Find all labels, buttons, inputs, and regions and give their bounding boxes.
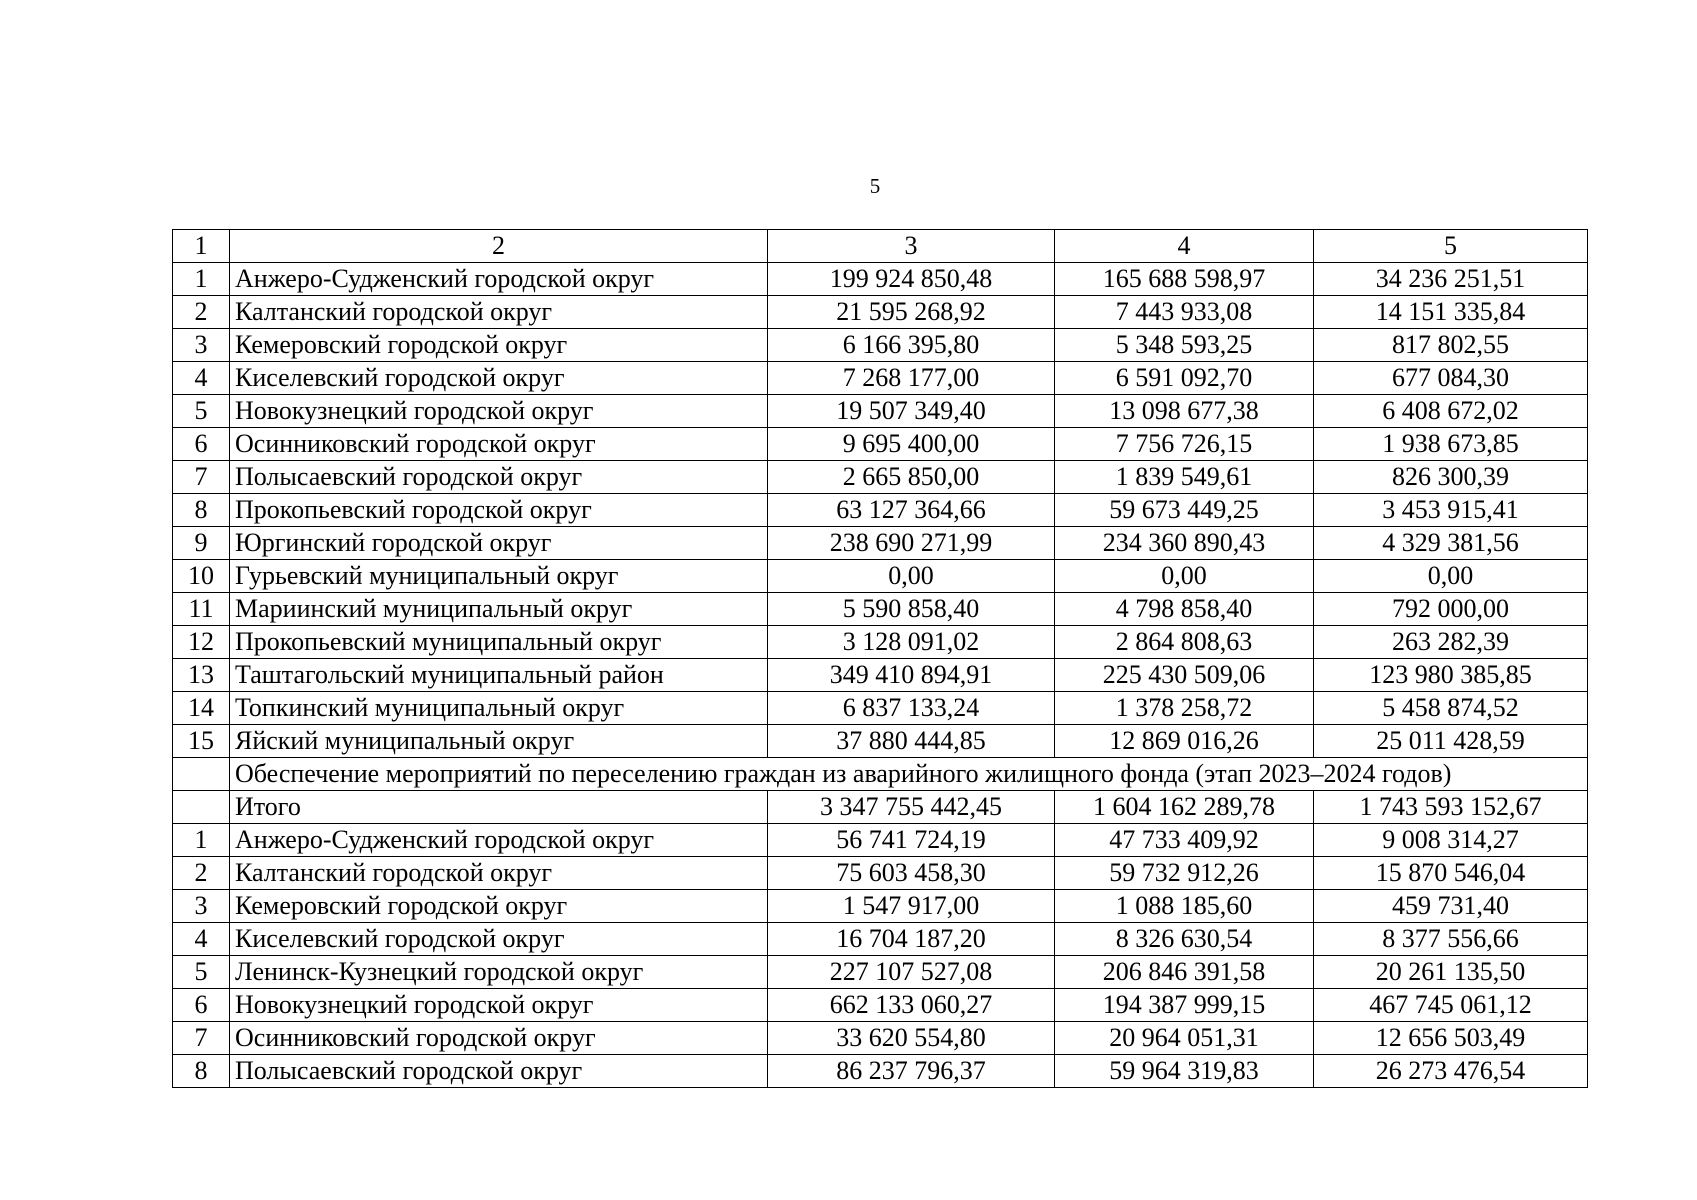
table-row <box>173 824 1588 857</box>
municipality-name-cell: Кемеровский городской округ <box>230 329 768 362</box>
value-cell-col4: 234 360 890,43 <box>1055 527 1314 560</box>
municipality-name-cell: Ленинск-Кузнецкий городской округ <box>230 956 768 989</box>
section-header-row <box>173 758 1588 791</box>
empty-number-cell <box>173 758 230 791</box>
value-cell-col4: 5 348 593,25 <box>1055 329 1314 362</box>
value-cell-col3: 21 595 268,92 <box>768 296 1055 329</box>
empty-number-cell <box>173 791 230 824</box>
value-cell-col4: 59 732 912,26 <box>1055 857 1314 890</box>
table-row <box>173 461 1588 494</box>
row-number-cell: 5 <box>173 956 230 989</box>
value-cell-col3: 1 547 917,00 <box>768 890 1055 923</box>
value-cell-col4: 8 326 630,54 <box>1055 923 1314 956</box>
value-cell-col4: 1 839 549,61 <box>1055 461 1314 494</box>
municipality-name-cell: Кемеровский городской округ <box>230 890 768 923</box>
municipality-name-cell: Прокопьевский муниципальный округ <box>230 626 768 659</box>
municipality-name-cell: Анжеро-Судженский городской округ <box>230 824 768 857</box>
value-cell-col4: 1 378 258,72 <box>1055 692 1314 725</box>
value-cell-col5: 4 329 381,56 <box>1314 527 1588 560</box>
value-cell-col5: 826 300,39 <box>1314 461 1588 494</box>
value-cell-col3: 6 837 133,24 <box>768 692 1055 725</box>
value-cell-col5: 263 282,39 <box>1314 626 1588 659</box>
column-number-cell: 1 <box>173 230 230 263</box>
value-cell-col4: 2 864 808,63 <box>1055 626 1314 659</box>
value-cell-col5: 8 377 556,66 <box>1314 923 1588 956</box>
row-number-cell: 4 <box>173 923 230 956</box>
value-cell-col3: 6 166 395,80 <box>768 329 1055 362</box>
column-number-row <box>173 230 1588 263</box>
table-row <box>173 725 1588 758</box>
municipality-name-cell: Топкинский муниципальный округ <box>230 692 768 725</box>
row-number-cell: 12 <box>173 626 230 659</box>
municipality-name-cell: Калтанский городской округ <box>230 857 768 890</box>
value-cell-col3: 0,00 <box>768 560 1055 593</box>
table-row <box>173 494 1588 527</box>
value-cell-col5: 9 008 314,27 <box>1314 824 1588 857</box>
column-number-cell: 5 <box>1314 230 1588 263</box>
row-number-cell: 4 <box>173 362 230 395</box>
row-number-cell: 3 <box>173 329 230 362</box>
value-cell-col5: 15 870 546,04 <box>1314 857 1588 890</box>
table-row <box>173 923 1588 956</box>
value-cell-col4: 12 869 016,26 <box>1055 725 1314 758</box>
value-cell-col4: 1 088 185,60 <box>1055 890 1314 923</box>
value-cell-col3: 63 127 364,66 <box>768 494 1055 527</box>
value-cell-col4: 59 964 319,83 <box>1055 1055 1314 1088</box>
column-number-cell: 4 <box>1055 230 1314 263</box>
value-cell-col4: 47 733 409,92 <box>1055 824 1314 857</box>
row-number-cell: 1 <box>173 263 230 296</box>
row-number-cell: 8 <box>173 1055 230 1088</box>
row-number-cell: 15 <box>173 725 230 758</box>
row-number-cell: 6 <box>173 428 230 461</box>
value-cell-col5: 123 980 385,85 <box>1314 659 1588 692</box>
municipality-name-cell: Прокопьевский городской округ <box>230 494 768 527</box>
table-row <box>173 659 1588 692</box>
row-number-cell: 6 <box>173 989 230 1022</box>
value-cell-col3: 349 410 894,91 <box>768 659 1055 692</box>
municipality-name-cell: Мариинский муниципальный округ <box>230 593 768 626</box>
table-row <box>173 989 1588 1022</box>
value-cell-col5: 5 458 874,52 <box>1314 692 1588 725</box>
value-cell-col3: 86 237 796,37 <box>768 1055 1055 1088</box>
row-number-cell: 13 <box>173 659 230 692</box>
column-number-cell: 3 <box>768 230 1055 263</box>
municipality-name-cell: Новокузнецкий городской округ <box>230 989 768 1022</box>
table-row <box>173 1055 1588 1088</box>
row-number-cell: 2 <box>173 857 230 890</box>
table-row <box>173 692 1588 725</box>
value-cell-col3: 662 133 060,27 <box>768 989 1055 1022</box>
value-cell-col4: 13 098 677,38 <box>1055 395 1314 428</box>
value-cell-col5: 792 000,00 <box>1314 593 1588 626</box>
value-cell-col4: 59 673 449,25 <box>1055 494 1314 527</box>
municipality-name-cell: Киселевский городской округ <box>230 923 768 956</box>
value-cell-col5: 25 011 428,59 <box>1314 725 1588 758</box>
table-row <box>173 362 1588 395</box>
table-row <box>173 1022 1588 1055</box>
municipality-name-cell: Полысаевский городской округ <box>230 461 768 494</box>
municipality-name-cell: Калтанский городской округ <box>230 296 768 329</box>
table-row <box>173 956 1588 989</box>
table-row <box>173 593 1588 626</box>
municipality-name-cell: Юргинский городской округ <box>230 527 768 560</box>
total-value-col3: 3 347 755 442,45 <box>768 791 1055 824</box>
municipality-name-cell: Гурьевский муниципальный округ <box>230 560 768 593</box>
value-cell-col3: 33 620 554,80 <box>768 1022 1055 1055</box>
value-cell-col4: 7 756 726,15 <box>1055 428 1314 461</box>
municipality-name-cell: Киселевский городской округ <box>230 362 768 395</box>
value-cell-col3: 2 665 850,00 <box>768 461 1055 494</box>
row-number-cell: 11 <box>173 593 230 626</box>
row-number-cell: 9 <box>173 527 230 560</box>
table-body <box>173 230 1588 1088</box>
value-cell-col4: 7 443 933,08 <box>1055 296 1314 329</box>
allocation-table <box>172 229 1588 1088</box>
value-cell-col4: 225 430 509,06 <box>1055 659 1314 692</box>
table-row <box>173 395 1588 428</box>
row-number-cell: 14 <box>173 692 230 725</box>
table-row <box>173 296 1588 329</box>
value-cell-col3: 75 603 458,30 <box>768 857 1055 890</box>
value-cell-col3: 19 507 349,40 <box>768 395 1055 428</box>
row-number-cell: 7 <box>173 1022 230 1055</box>
value-cell-col5: 6 408 672,02 <box>1314 395 1588 428</box>
value-cell-col5: 677 084,30 <box>1314 362 1588 395</box>
column-number-cell: 2 <box>230 230 768 263</box>
value-cell-col4: 6 591 092,70 <box>1055 362 1314 395</box>
value-cell-col3: 3 128 091,02 <box>768 626 1055 659</box>
row-number-cell: 2 <box>173 296 230 329</box>
municipality-name-cell: Анжеро-Судженский городской округ <box>230 263 768 296</box>
value-cell-col5: 459 731,40 <box>1314 890 1588 923</box>
value-cell-col3: 5 590 858,40 <box>768 593 1055 626</box>
municipality-name-cell: Таштагольский муниципальный район <box>230 659 768 692</box>
value-cell-col5: 467 745 061,12 <box>1314 989 1588 1022</box>
municipality-name-cell: Новокузнецкий городской округ <box>230 395 768 428</box>
row-number-cell: 3 <box>173 890 230 923</box>
value-cell-col4: 194 387 999,15 <box>1055 989 1314 1022</box>
value-cell-col3: 56 741 724,19 <box>768 824 1055 857</box>
value-cell-col5: 3 453 915,41 <box>1314 494 1588 527</box>
value-cell-col3: 7 268 177,00 <box>768 362 1055 395</box>
value-cell-col4: 4 798 858,40 <box>1055 593 1314 626</box>
value-cell-col5: 0,00 <box>1314 560 1588 593</box>
table-row <box>173 527 1588 560</box>
value-cell-col4: 206 846 391,58 <box>1055 956 1314 989</box>
total-row <box>173 791 1588 824</box>
value-cell-col4: 165 688 598,97 <box>1055 263 1314 296</box>
total-value-col5: 1 743 593 152,67 <box>1314 791 1588 824</box>
row-number-cell: 5 <box>173 395 230 428</box>
table-row <box>173 890 1588 923</box>
section-title-cell: Обеспечение мероприятий по переселению граждан из аварийного жилищного фонда (этап 2023–2024 годов) <box>230 758 1588 791</box>
value-cell-col5: 20 261 135,50 <box>1314 956 1588 989</box>
table-row <box>173 560 1588 593</box>
total-value-col4: 1 604 162 289,78 <box>1055 791 1314 824</box>
value-cell-col3: 227 107 527,08 <box>768 956 1055 989</box>
value-cell-col3: 16 704 187,20 <box>768 923 1055 956</box>
value-cell-col5: 26 273 476,54 <box>1314 1055 1588 1088</box>
value-cell-col5: 14 151 335,84 <box>1314 296 1588 329</box>
municipality-name-cell: Полысаевский городской округ <box>230 1055 768 1088</box>
value-cell-col5: 817 802,55 <box>1314 329 1588 362</box>
table-row <box>173 428 1588 461</box>
row-number-cell: 1 <box>173 824 230 857</box>
table-row <box>173 857 1588 890</box>
value-cell-col5: 1 938 673,85 <box>1314 428 1588 461</box>
value-cell-col5: 12 656 503,49 <box>1314 1022 1588 1055</box>
value-cell-col3: 238 690 271,99 <box>768 527 1055 560</box>
value-cell-col4: 20 964 051,31 <box>1055 1022 1314 1055</box>
municipality-name-cell: Осинниковский городской округ <box>230 1022 768 1055</box>
value-cell-col3: 9 695 400,00 <box>768 428 1055 461</box>
value-cell-col5: 34 236 251,51 <box>1314 263 1588 296</box>
page-number: 5 <box>869 174 881 198</box>
municipality-name-cell: Яйский муниципальный округ <box>230 725 768 758</box>
municipality-name-cell: Осинниковский городской округ <box>230 428 768 461</box>
total-label-cell: Итого <box>230 791 768 824</box>
row-number-cell: 8 <box>173 494 230 527</box>
table-row <box>173 263 1588 296</box>
value-cell-col4: 0,00 <box>1055 560 1314 593</box>
value-cell-col3: 199 924 850,48 <box>768 263 1055 296</box>
table-row <box>173 626 1588 659</box>
row-number-cell: 7 <box>173 461 230 494</box>
value-cell-col3: 37 880 444,85 <box>768 725 1055 758</box>
table-row <box>173 329 1588 362</box>
row-number-cell: 10 <box>173 560 230 593</box>
